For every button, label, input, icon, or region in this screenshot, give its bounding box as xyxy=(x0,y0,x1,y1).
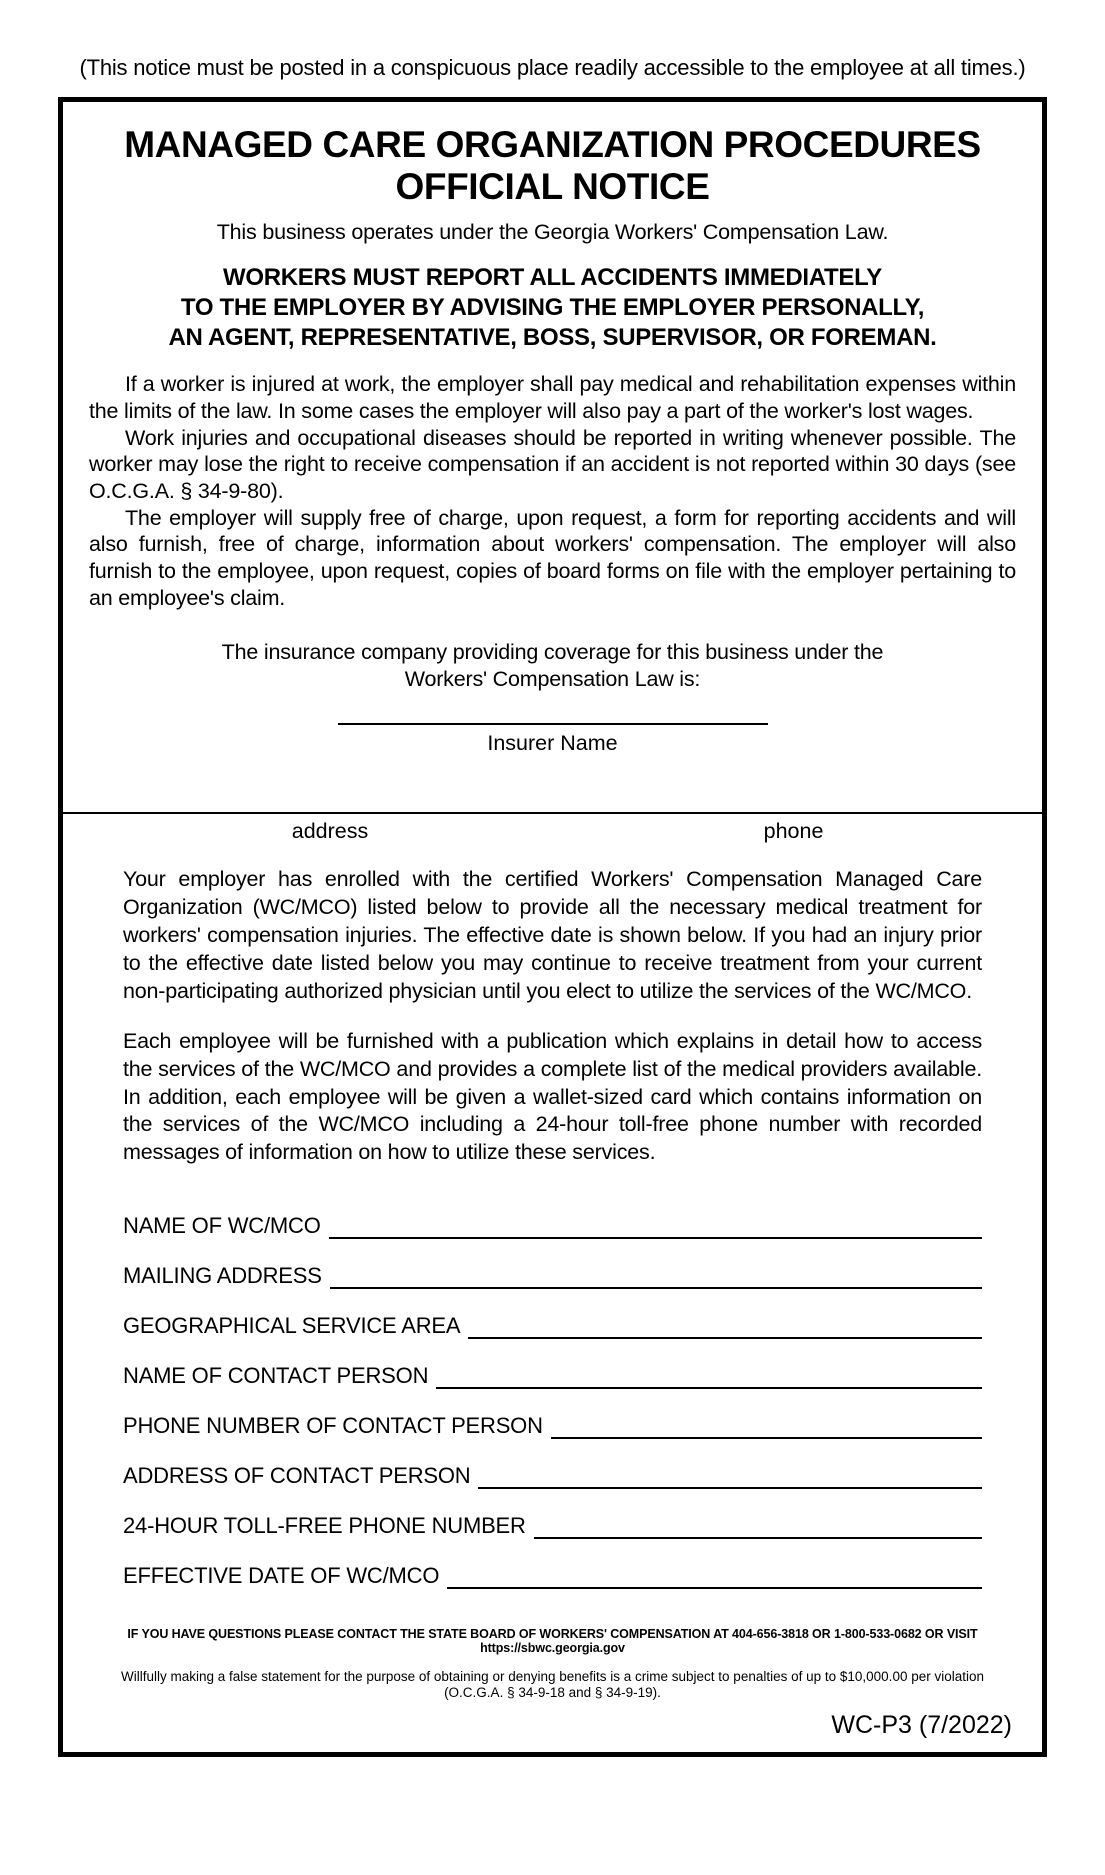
insurer-name-field[interactable] xyxy=(89,723,1016,756)
notice-footer xyxy=(89,1627,1016,1740)
field-input-address-of-contact-person[interactable] xyxy=(478,1467,982,1489)
field-row xyxy=(123,1363,982,1389)
form-identifier: WC-P3 (7/2022) xyxy=(831,1711,1012,1739)
insurer-lead-line2: Workers' Compensation Law is: xyxy=(404,667,701,692)
insurer-lead xyxy=(89,639,1016,693)
insurer-name-caption: Insurer Name xyxy=(487,730,618,755)
field-input-24-hour-toll-free-phone-number[interactable] xyxy=(534,1517,982,1539)
footer-contact-info: IF YOU HAVE QUESTIONS PLEASE CONTACT THE STATE BOARD OF WORKERS' COMPENSATION AT 404-656-3818 OR 1-800-533-0682 OR VISIT https://sbwc.georgia.gov xyxy=(127,1626,978,1655)
notice-title-line1: MANAGED CARE ORGANIZATION PROCEDURES xyxy=(124,124,981,165)
report-requirement xyxy=(89,263,1016,354)
field-label-geographical-service-area: GEOGRAPHICAL SERVICE AREA xyxy=(123,1313,461,1339)
field-row xyxy=(123,1413,982,1439)
field-row xyxy=(123,1313,982,1339)
field-row xyxy=(123,1263,982,1289)
footer-warning xyxy=(89,1669,1016,1701)
insurer-name-line[interactable] xyxy=(338,723,768,725)
field-input-name-of-contact-person[interactable] xyxy=(436,1367,982,1389)
field-input-geographical-service-area[interactable] xyxy=(468,1317,982,1339)
report-requirement-line2: TO THE EMPLOYER BY ADVISING THE EMPLOYER PERSONALLY, xyxy=(180,293,925,321)
field-label-mailing-address: MAILING ADDRESS xyxy=(123,1263,322,1289)
notice-subtitle: This business operates under the Georgia Workers' Compensation Law. xyxy=(216,219,889,244)
notice-title xyxy=(89,124,1016,208)
notice-title-line2: OFFICIAL NOTICE xyxy=(395,165,710,207)
report-requirement-line1: WORKERS MUST REPORT ALL ACCIDENTS IMMEDIATELY xyxy=(223,263,882,291)
address-caption: address xyxy=(291,818,369,843)
field-label-24-hour-toll-free-phone-number: 24-HOUR TOLL-FREE PHONE NUMBER xyxy=(123,1513,526,1539)
field-row xyxy=(123,1563,982,1589)
field-label-name-of-wcmco: NAME OF WC/MCO xyxy=(123,1213,321,1239)
field-label-address-of-contact-person: ADDRESS OF CONTACT PERSON xyxy=(123,1463,471,1489)
enrollment-paragraph-1: Your employer has enrolled with the certified Workers' Compensation Managed Care Organization (WC/MCO) listed below to provide all the necessary medical treatment for workers' compensation injuries. The effective date is shown below. If you had an injury prior to the effective date listed below you may continue to receive treatment from your current non-participating authorized physician until you elect to utilize the services of the WC/MCO. xyxy=(123,866,982,1003)
phone-caption: phone xyxy=(763,818,824,843)
field-label-phone-number-of-contact-person: PHONE NUMBER OF CONTACT PERSON xyxy=(123,1413,543,1439)
footer-warning-line2: (O.C.G.A. § 34-9-18 and § 34-9-19). xyxy=(444,1684,661,1700)
address-phone-captions xyxy=(89,819,1016,844)
document-page xyxy=(0,55,1105,1875)
field-input-phone-number-of-contact-person[interactable] xyxy=(551,1417,982,1439)
footer-warning-line1: Willfully making a false statement for the purpose of obtaining or denying benefits is a crime subject to penalties of up to $10,000.00 per violation xyxy=(121,1668,984,1684)
posting-note: (This notice must be posted in a conspicuous place readily accessible to the employee at all times.) xyxy=(79,55,1026,80)
body-paragraph-3: The employer will supply free of charge, upon request, a form for reporting accidents and will also furnish, free of charge, information about workers' compensation. The employer will also furnish to the employee, upon request, copies of board forms on file with the employer pertaining to an employee's claim. xyxy=(89,505,1016,610)
insurer-lead-line1: The insurance company providing coverage for this business under the xyxy=(221,640,884,665)
field-input-mailing-address[interactable] xyxy=(330,1267,982,1289)
body-paragraph-2: Work injuries and occupational diseases should be reported in writing whenever possible. The worker may lose the right to receive compensation if an accident is not reported within 30 days (see O.C.G.A. § 34-9-80). xyxy=(89,425,1016,503)
mco-fields xyxy=(123,1213,982,1589)
field-row xyxy=(123,1463,982,1489)
field-input-effective-date-of-wcmco[interactable] xyxy=(447,1567,982,1589)
notice-box xyxy=(58,97,1047,1757)
body-paragraph-1: If a worker is injured at work, the employer shall pay medical and rehabilitation expenses within the limits of the law. In some cases the employer will also pay a part of the worker's lost wages. xyxy=(89,372,1016,423)
address-phone-line[interactable] xyxy=(63,812,1042,814)
report-requirement-line3: AN AGENT, REPRESENTATIVE, BOSS, SUPERVISOR, OR FOREMAN. xyxy=(168,324,937,352)
field-label-name-of-contact-person: NAME OF CONTACT PERSON xyxy=(123,1363,429,1389)
field-input-name-of-wcmco[interactable] xyxy=(329,1217,982,1239)
field-row xyxy=(123,1513,982,1539)
field-row xyxy=(123,1213,982,1239)
enrollment-paragraph-2: Each employee will be furnished with a publication which explains in detail how to access the services of the WC/MCO and provides a complete list of the medical providers available. In addition, each employee will be given a wallet-sized card which contains information on the services of the WC/MCO including a 24-hour toll-free phone number with recorded messages of information on how to utilize these services. xyxy=(123,1028,982,1165)
field-label-effective-date-of-wcmco: EFFECTIVE DATE OF WC/MCO xyxy=(123,1563,440,1589)
